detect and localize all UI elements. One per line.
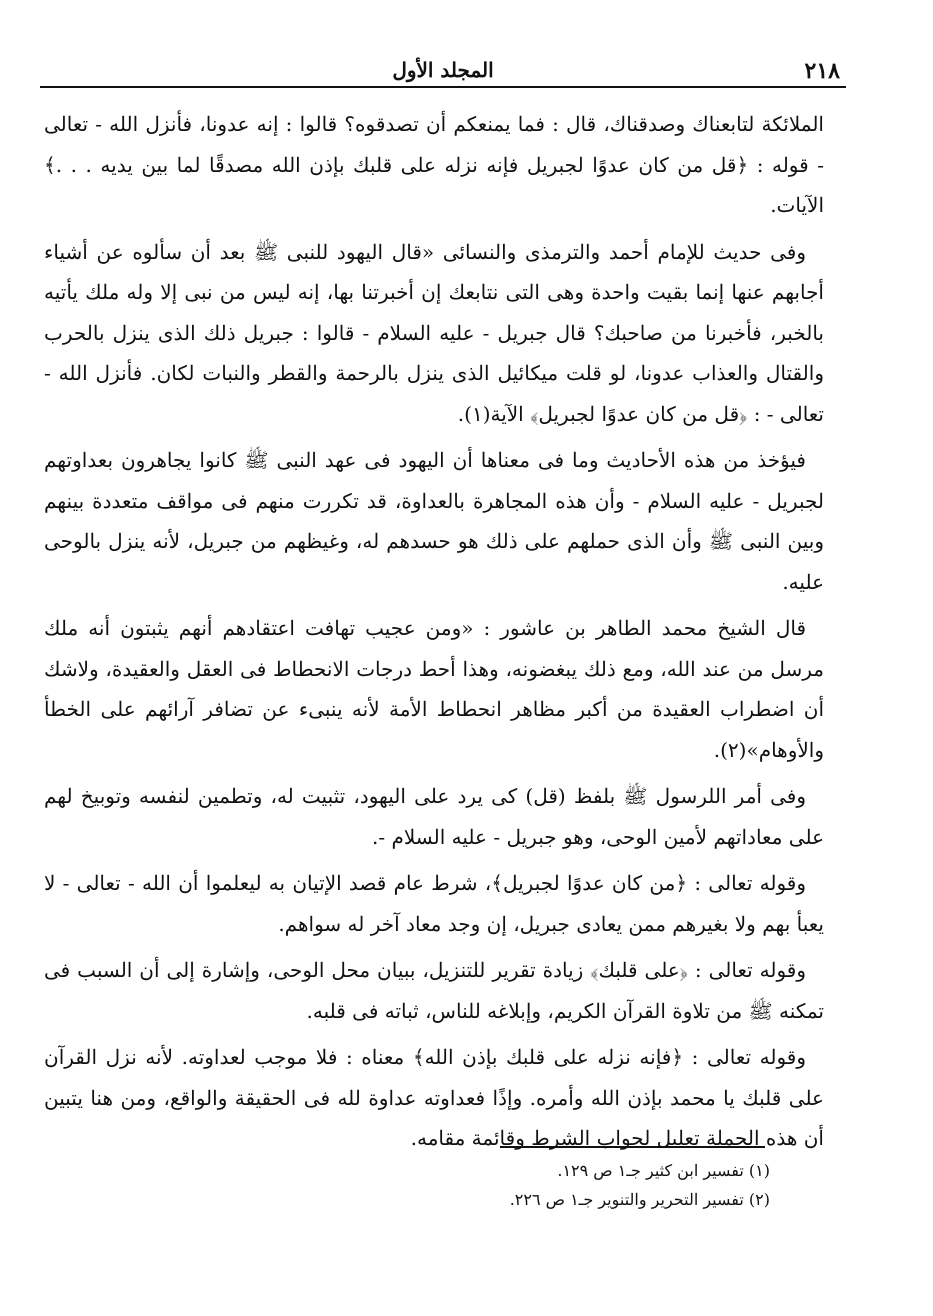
page-number: ٢١٨ [804, 58, 840, 84]
footnote-divider [500, 1146, 765, 1148]
paragraph: وفى حديث للإمام أحمد والترمذى والنسائى «قال اليهود للنبى ﷺ بعد أن سألوه عن أشياء أجابهم عنها إنما بقيت واحدة وهى التى نتابعك إن أخبرتنا بها، إنه ليس من نبى إلا وله ملك يأتيه بالخبر، فأخبرنا من صاحبك؟ قال جبريل - عليه السلام - قالوا : جبريل ذلك الذى ينزل بالحرب والقتال والعذاب عدونا، لو قلت ميكائيل الذى ينزل بالرحمة والقطر والنبات لكان. فأنزل الله - تعالى - : ﴿قل من كان عدوًا لجبريل﴾ الآية(١). [44, 239, 824, 426]
footnote: (٢) تفسير التحرير والتنوير جـ١ ص ٢٢٦. [509, 1190, 770, 1209]
page-body [44, 104, 824, 1165]
paragraph: وفى أمر اللرسول ﷺ بلفظ (قل) كى يرد على اليهود، تثبيت له، وتطمين لنفسه وتوبيخ لهم على معاداتهم لأمين الوحى، وهو جبريل - عليه السلام -. [44, 784, 824, 849]
paragraph: الملائكة لتابعناك وصدقناك، قال : فما يمنعكم أن تصدقوه؟ قالوا : إنه عدونا، فأنزل الله - تعالى - قوله : ﴿قل من كان عدوًا لجبريل فإنه نزله على قلبك بإذن الله مصدقًا لما بين يديه . . .﴾ الآيات. [44, 112, 824, 217]
page-header [40, 50, 846, 88]
paragraph: فيؤخذ من هذه الأحاديث وما فى معناها أن اليهود فى عهد النبى ﷺ كانوا يجاهرون بعداوتهم لجبريل - عليه السلام - وأن هذه المجاهرة بالعداوة، قد تكررت منهم فى مواقف متعددة بينهم وبين النبى ﷺ وأن الذى حملهم على ذلك هو حسدهم له، وغيظهم من جبريل، لأنه ينزل بالوحى عليه. [44, 448, 824, 594]
paragraph: وقوله تعالى : ﴿على قلبك﴾ زيادة تقرير للتنزيل، ببيان محل الوحى، وإشارة إلى أن السبب فى تمكنه ﷺ من تلاوة القرآن الكريم، وإبلاغه للناس، ثباته فى قلبه. [44, 958, 824, 1023]
footnotes [440, 1156, 770, 1214]
running-title: المجلد الأول [392, 58, 494, 82]
paragraph: وقوله تعالى : ﴿فإنه نزله على قلبك بإذن الله﴾ معناه : فلا موجب لعداوته. لأنه نزل القرآن على قلبك يا محمد بإذن الله وأمره. وإذًا فعداوته عداوة لله فى الحقيقة والواقع، ومن هنا يتبين أن هذه الجملة تعليل لجواب الشرط وقائمة مقامه. [44, 1045, 824, 1150]
footnote: (١) تفسير ابن كثير جـ١ ص ١٢٩. [557, 1161, 770, 1180]
paragraph: وقوله تعالى : ﴿من كان عدوًا لجبريل﴾، شرط عام قصد الإتيان به ليعلموا أن الله - تعالى - لا يعبأ بهم ولا بغيرهم ممن يعادى جبريل، إن وجد معاد آخر له سواهم. [44, 871, 824, 936]
paragraph: قال الشيخ محمد الطاهر بن عاشور : «ومن عجيب تهافت اعتقادهم أنهم يثبتون أنه ملك مرسل من عند الله، ومع ذلك يبغضونه، وهذا أحط درجات الانحطاط فى العقل والعقيدة، ولاشك أن اضطراب العقيدة من أكبر مظاهر انحطاط الأمة لأنه ينبىء عن تضافر آرائهم على الخطأ والأوهام»(٢). [44, 616, 824, 762]
